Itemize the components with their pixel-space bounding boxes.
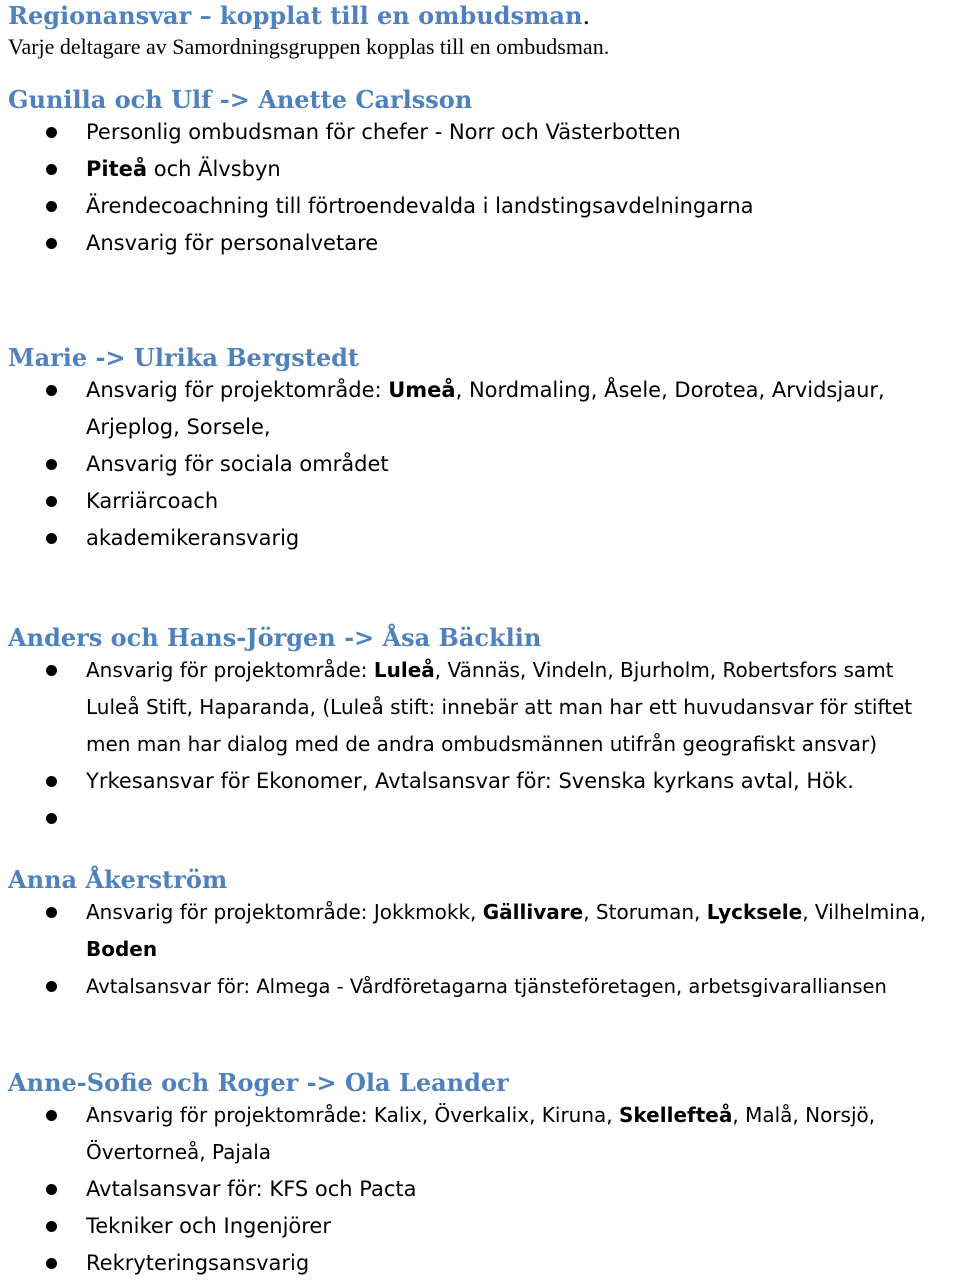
bullet-list-anna: [0, 894, 960, 1005]
list-item-text: Ärendecoachning till förtroendevalda i landstingsavdelningarna: [86, 194, 754, 218]
list-item-text: Karriärcoach: [86, 489, 219, 513]
list-item: [0, 1245, 960, 1282]
list-item-text: , Nordmaling, Åsele, Dorotea, Arvidsjaur,: [455, 378, 885, 402]
list-item: [0, 763, 960, 800]
list-item-text: Yrkesansvar för Ekonomer, Avtalsansvar för: Svenska kyrkans avtal, Hök.: [86, 769, 854, 793]
list-item-text: Avtalsansvar för: KFS och Pacta: [86, 1177, 417, 1201]
list-item-text: Ansvarig för projektområde:: [86, 658, 374, 682]
list-item-text: Ansvarig för projektområde:: [86, 378, 389, 402]
list-item-text: , Storuman,: [583, 900, 707, 924]
list-item-text: Tekniker och Ingenjörer: [86, 1214, 331, 1238]
list-item: [0, 1171, 960, 1208]
list-item: [0, 114, 960, 151]
list-item: [0, 520, 960, 557]
bullet-list-marie: [0, 372, 960, 557]
list-item: [0, 372, 960, 446]
section-heading-anne-sofie-roger: Anne-Sofie och Roger -> Ola Leander: [8, 1068, 509, 1097]
list-item-bold: Umeå: [388, 378, 456, 402]
list-item: [0, 151, 960, 188]
list-item-text: , Vännäs, Vindeln, Bjurholm, Robertsfors samt: [434, 658, 894, 682]
document-title-text: Regionansvar – kopplat till en ombudsman: [8, 1, 583, 30]
list-item: [0, 1097, 960, 1171]
bullet-list-anne-sofie-roger: [0, 1097, 960, 1282]
list-item-continuation: Övertorneå, Pajala: [86, 1140, 272, 1164]
section-heading-marie: Marie -> Ulrika Bergstedt: [8, 343, 359, 372]
list-item: [0, 968, 960, 1005]
section-heading-gunilla-ulf: Gunilla och Ulf -> Anette Carlsson: [8, 85, 473, 114]
list-item: [0, 188, 960, 225]
list-item-text: , Vilhelmina,: [802, 900, 927, 924]
list-item-text: Ansvarig för projektområde: Jokkmokk,: [86, 900, 483, 924]
list-item-continuation: Luleå Stift, Haparanda, (Luleå stift: innebär att man har ett huvudansvar för stiftet: [86, 695, 913, 719]
list-item-text: Rekryteringsansvarig: [86, 1251, 310, 1275]
list-item-continuation-bold: Boden: [86, 937, 158, 961]
list-item-text: Personlig ombudsman för chefer - Norr och Västerbotten: [86, 120, 681, 144]
list-item: [0, 225, 960, 262]
list-item-text: Ansvarig för personalvetare: [86, 231, 379, 255]
list-item-text: , Malå, Norsjö,: [732, 1103, 876, 1127]
bullet-list-gunilla-ulf: [0, 114, 960, 262]
list-item-continuation: men man har dialog med de andra ombudsmännen utifrån geografiskt ansvar): [86, 732, 878, 756]
list-item-continuation: Arjeplog, Sorsele,: [86, 415, 271, 439]
list-item-bold: Piteå: [86, 157, 148, 181]
title-period: .: [582, 2, 591, 30]
list-item: [0, 1208, 960, 1245]
list-item-text: och Älvsbyn: [147, 157, 281, 181]
list-item-text: akademikeransvarig: [86, 526, 300, 550]
list-item-text: Ansvarig för sociala området: [86, 452, 389, 476]
list-item: [0, 446, 960, 483]
list-item-bold: Skellefteå: [619, 1103, 733, 1127]
list-item: [0, 894, 960, 968]
list-item: [0, 652, 960, 763]
list-item-bold: Luleå: [373, 658, 435, 682]
intro-text: Varje deltagare av Samordningsgruppen kopplas till en ombudsman.: [8, 34, 610, 59]
document-title: [8, 0, 590, 32]
section-heading-anders-hans-jorgen: Anders och Hans-Jörgen -> Åsa Bäcklin: [8, 623, 542, 652]
list-item: [0, 483, 960, 520]
list-item-bold: Lycksele: [706, 900, 803, 924]
bullet-list-anders-hans-jorgen: [0, 652, 960, 800]
section-heading-anna: Anna Åkerström: [8, 865, 228, 894]
list-item-bold: Gällivare: [482, 900, 584, 924]
list-item-text: Avtalsansvar för: Almega - Vårdföretagarna tjänsteföretagen, arbetsgivaralliansen: [86, 975, 887, 998]
list-item-text: Ansvarig för projektområde: Kalix, Överkalix, Kiruna,: [86, 1103, 620, 1127]
